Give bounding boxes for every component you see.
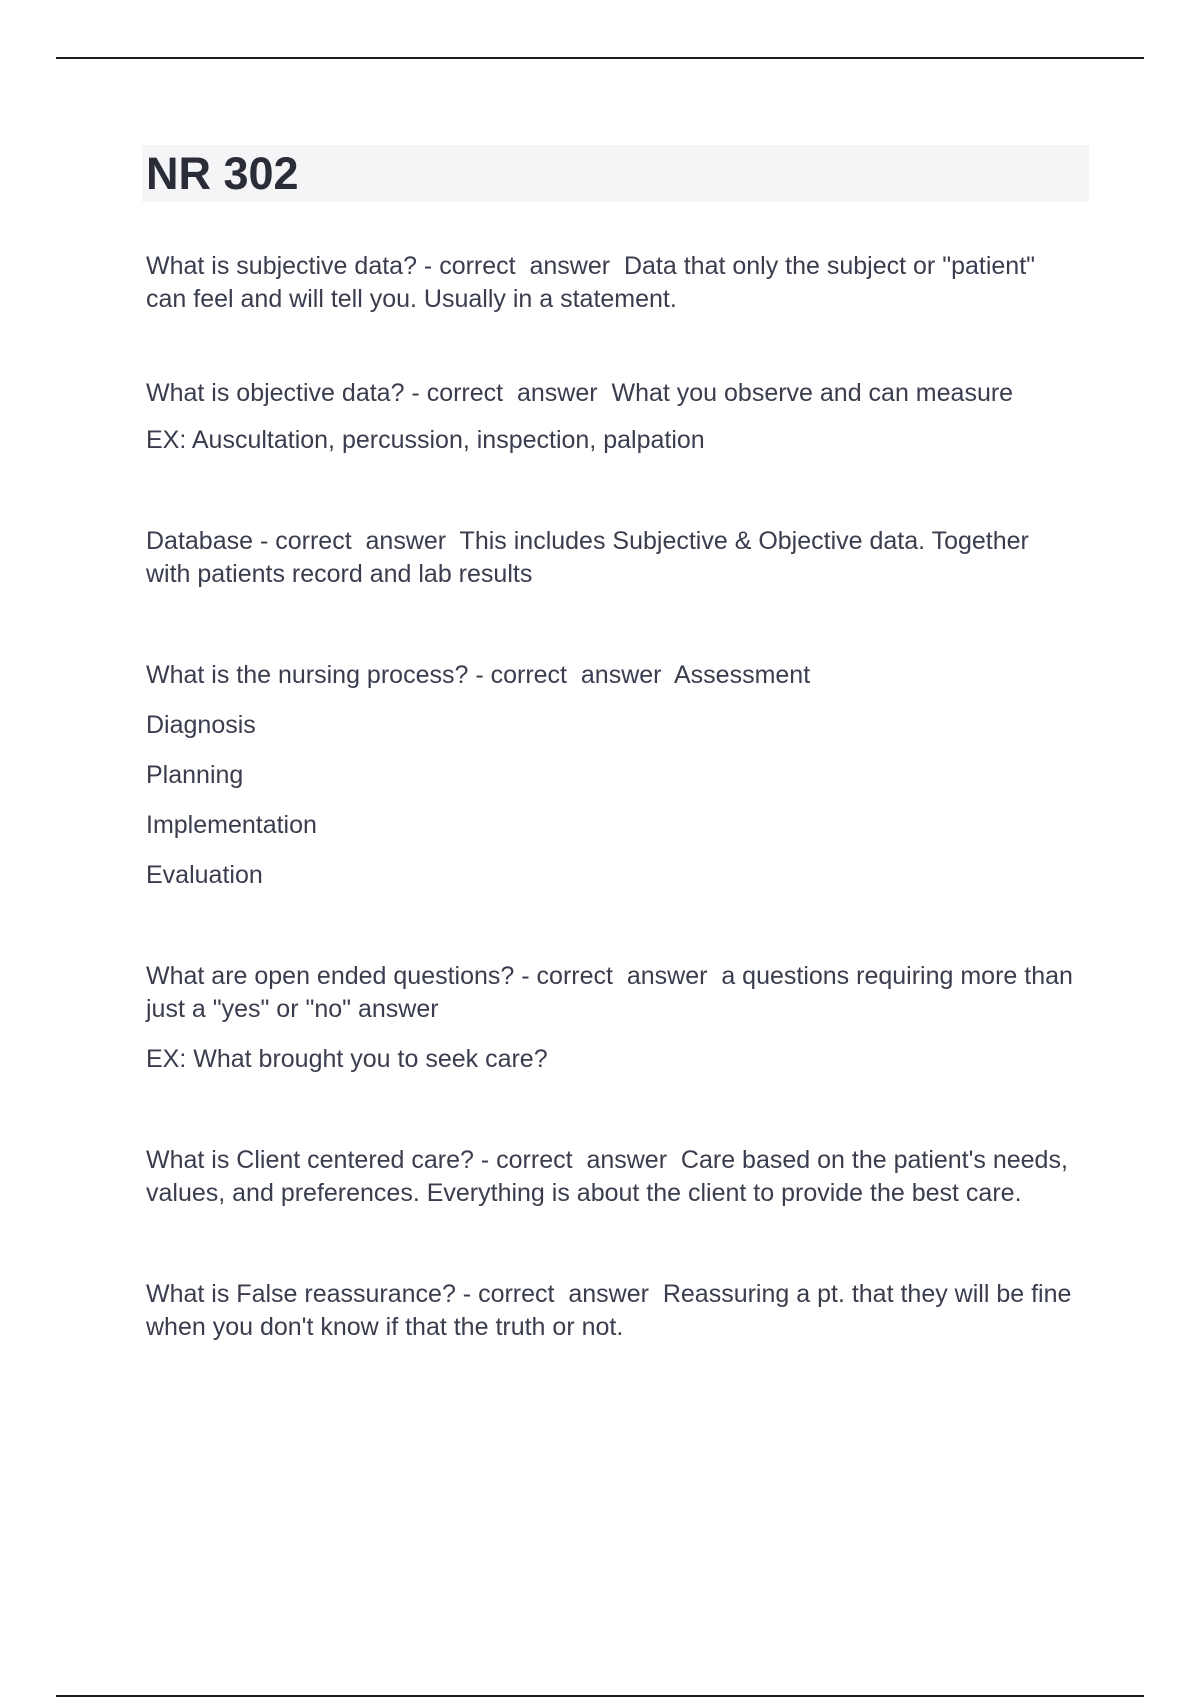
qa-extra-line: Evaluation (146, 861, 263, 889)
qa-text: What is objective data? - correct answer What you observe and can measure (146, 379, 1014, 407)
bottom-divider (56, 1695, 1144, 1697)
qa-entry (146, 659, 1076, 892)
qa-extra-line: Diagnosis (146, 711, 256, 739)
qa-text: What are open ended questions? - correct answer a questions requiring more than just a "yes" or "no" answer (146, 962, 1080, 1023)
document-title: NR 302 (146, 148, 299, 199)
qa-entry (146, 1278, 1079, 1344)
qa-text: Database - correct answer This includes Subjective & Objective data. Together with patients record and lab results (146, 527, 1036, 588)
qa-extra-line: Planning (146, 761, 244, 789)
qa-text: What is the nursing process? - correct answer Assessment (146, 661, 811, 689)
qa-text: What is Client centered care? - correct answer Care based on the patient's needs, values, and preferences. Everything is about the client to provide the best care. (146, 1146, 1075, 1207)
qa-entry (146, 377, 1076, 457)
qa-extra-line: Implementation (146, 811, 317, 839)
qa-entry (146, 250, 1076, 316)
top-divider (56, 57, 1144, 59)
qa-entry (146, 525, 1076, 591)
qa-text: What is subjective data? - correct answer Data that only the subject or "patient" can feel and will tell you. Usually in a statement. (146, 252, 1042, 313)
qa-entry (146, 960, 1080, 1076)
qa-extra-line: EX: Auscultation, percussion, inspection, palpation (146, 426, 705, 454)
qa-text: What is False reassurance? - correct answer Reassuring a pt. that they will be fine when you don't know if that the truth or not. (146, 1280, 1079, 1341)
qa-entry (146, 1144, 1076, 1210)
qa-extra-line: EX: What brought you to seek care? (146, 1045, 548, 1073)
document-body (146, 250, 1080, 1344)
